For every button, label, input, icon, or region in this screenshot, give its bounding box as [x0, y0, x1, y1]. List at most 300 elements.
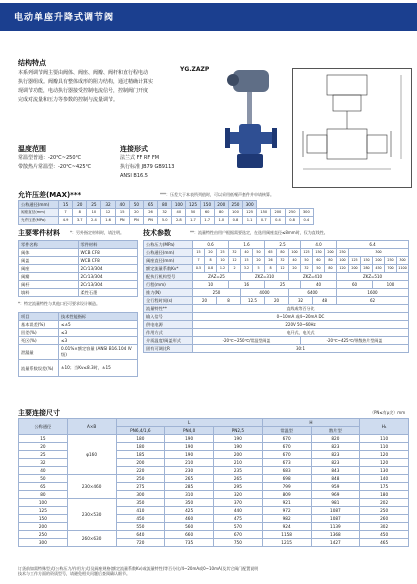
cell: 0.7 [257, 217, 271, 225]
cell: 1.6 [101, 217, 115, 225]
cell: 20 [265, 297, 289, 305]
cell: 50 [19, 475, 68, 483]
cell: 150 [19, 515, 68, 523]
cell: 683 [262, 467, 311, 475]
cell: 425 [165, 507, 214, 515]
cell: 30:1 [193, 345, 409, 353]
cell: 25 [217, 249, 229, 257]
conn-line: 法兰式 FF RF FM [120, 155, 160, 161]
cell: 310 [165, 491, 214, 499]
cell: -20℃~250℃/常温型阀盖 [193, 337, 301, 345]
tech-row [144, 281, 409, 289]
cell: 7 [59, 209, 73, 217]
cell: 25 [87, 201, 101, 209]
cell: 26 [143, 209, 157, 217]
cell: 20 [289, 265, 301, 273]
cell: 460 [165, 515, 214, 523]
dims-heading: 主要连接尺寸 [18, 409, 60, 417]
cell: 80 [19, 491, 68, 499]
cell: 8 [217, 297, 241, 305]
footer-line: 订货前如需特殊型式(公称压力/作用方式)及阀座规格(额定流量系数Kv)或流量特性(等百分比/4~20mA或0~10mA)及其它阀门配置说明 [18, 566, 259, 571]
cell: 982 [262, 515, 311, 523]
dims-row [19, 435, 409, 443]
cell: 2.8 [172, 217, 186, 225]
cell: 1087 [311, 507, 360, 515]
cell: 20 [193, 297, 217, 305]
cell: 200 [373, 257, 385, 265]
cell: 150 [200, 201, 214, 209]
materials-header-row [19, 241, 138, 249]
cell: 公称通径 [19, 419, 68, 435]
perf-row [19, 337, 138, 345]
cell: 1087 [311, 515, 360, 523]
cell: 电开式、电关式 [193, 329, 409, 337]
cell: 48 [313, 297, 337, 305]
cell: 190 [165, 435, 214, 443]
cell: 265 [214, 475, 263, 483]
cell: 8 [73, 209, 87, 217]
tech-row [144, 249, 409, 257]
dims-header-row [19, 419, 409, 427]
cell: 280 [361, 265, 373, 273]
cell: 12.5 [241, 297, 265, 305]
cell: 200 [271, 209, 285, 217]
cell: 180 [116, 435, 165, 443]
cell: 450 [116, 515, 165, 523]
cell: 140 [360, 475, 409, 483]
cell: 5 [253, 265, 265, 273]
cell: 0.01%×额定容量 (ANSI B16.104 IV级) [59, 345, 138, 360]
materials-subnote: *：另外指定材料时，请注明。 [70, 230, 124, 235]
cell: 809 [262, 491, 311, 499]
tech-row-label: 流量特性** [144, 305, 193, 313]
tech-row-label: 阀座直径(mm) [144, 257, 193, 265]
temp-heading: 温度范围 [18, 145, 46, 153]
cell: 20 [73, 201, 87, 209]
material-row [19, 257, 138, 265]
cell: 60 [337, 281, 373, 289]
cell: 80 [158, 201, 172, 209]
cell: 15 [19, 435, 68, 443]
cell: 0.8 [205, 265, 217, 273]
conn-text [120, 154, 174, 181]
cell: 275 [116, 483, 165, 491]
cell: 210 [165, 459, 214, 467]
cell: 110 [360, 435, 409, 443]
cell: ZKZ=410 [289, 273, 337, 281]
tech-note: **：流量特性由用户根据需要选定，在选用阀座直径≤8mm时，仅为直线性。 [190, 230, 328, 235]
cell: 823 [311, 451, 360, 459]
cell: 2Cr13/304 [78, 281, 138, 289]
tech-row [144, 345, 409, 353]
tech-row-label: 推力(N) [144, 289, 193, 297]
perf-row [19, 345, 138, 360]
cell: 823 [311, 459, 360, 467]
cell: 柔性石墨 [78, 289, 138, 297]
structure-heading: 结构特点 [18, 59, 46, 67]
structure-line: 现调节功能，电动执行器接受控制电流信号，控制阀门开度 [18, 88, 149, 94]
cell: 技术性能指标 [59, 313, 138, 321]
cell: 300 [116, 491, 165, 499]
cell: 公称通径(mm) [19, 201, 59, 209]
cell: 阀座直径(mm) [19, 209, 59, 217]
cell: 200 [349, 265, 361, 273]
tech-row-label: 介质温度/阀盖形式 [144, 337, 193, 345]
tech-row-label: 配执行机构型号 [144, 273, 193, 281]
tech-row-label: 公称通径(mm) [144, 249, 193, 257]
cell: 673 [262, 459, 311, 467]
footer-note [18, 566, 258, 576]
dims-row [19, 499, 409, 507]
cell: 2Cr13/304 [78, 273, 138, 281]
cell: 150 [361, 257, 373, 265]
cell: 40 [19, 467, 68, 475]
cell: 210 [214, 459, 263, 467]
cell: ≤3 [59, 337, 138, 345]
temp-line: 带散热片常温型：-20℃~425℃ [18, 164, 92, 170]
tech-row-label: 作用方式 [144, 329, 193, 337]
cell: 660 [165, 531, 214, 539]
cell: 350 [116, 499, 165, 507]
cell: 465 [360, 539, 409, 547]
conn-line: ANSI B16.5 [120, 173, 148, 179]
cell: 125 [349, 257, 361, 265]
cell: 12 [101, 209, 115, 217]
cell: 1427 [311, 539, 360, 547]
materials-heading: 主要零件材料 [18, 229, 60, 237]
cell: ZKZ=310 [241, 273, 289, 281]
structure-line: 本系列调节阀主要由阀体、阀座、阀瓣、阀杆和直行程电动 [18, 70, 149, 76]
cell: 100 [373, 281, 409, 289]
cell: 8 [265, 265, 277, 273]
conn-heading: 连接形式 [120, 145, 148, 153]
material-row [19, 249, 138, 257]
cell: 直线或等百分比 [193, 305, 409, 313]
cell: 570 [214, 523, 263, 531]
cell: 300 [349, 249, 409, 257]
conn-line: 执行标准 JB79 GB9113 [120, 164, 175, 170]
cell: PN4,0 [165, 427, 214, 435]
tech-row-label: 行程(mm) [144, 281, 193, 289]
materials-footnote: *：特定流量特性与其他口径可要求设计制造。 [18, 301, 100, 306]
cell: 40 [301, 281, 337, 289]
cell: ≤±5 [59, 321, 138, 329]
cell: 250 [193, 289, 241, 297]
cell: PN [115, 217, 129, 225]
cell: 65 [19, 483, 68, 491]
cell: 零件材料 [78, 241, 138, 249]
cell: 阀盖 [19, 257, 79, 265]
cell: 阀杆 [19, 281, 79, 289]
cell: 2Cr13/304 [78, 265, 138, 273]
material-row [19, 265, 138, 273]
tech-table [143, 240, 409, 353]
cell: 475 [214, 515, 263, 523]
cell: 180 [360, 491, 409, 499]
cell: 125 [243, 209, 257, 217]
cell: 848 [311, 475, 360, 483]
cell: 6400 [289, 289, 337, 297]
pressure-table [18, 200, 314, 225]
cell: 550 [116, 523, 165, 531]
cell: 0.8 [228, 217, 242, 225]
pressure-note: ***：压差大于本表所列值时，可以采用低噪声套件并申请核算。 [160, 192, 274, 197]
tech-row [144, 321, 409, 329]
pressure-heading: 允许压差(MAX)*** [18, 191, 82, 199]
cell: 零件名称 [19, 241, 79, 249]
cell: 190 [165, 451, 214, 459]
cell: 5.0 [158, 217, 172, 225]
cell: 15 [115, 209, 129, 217]
cell: 32 [101, 201, 115, 209]
tech-row [144, 257, 409, 265]
cell: 640 [116, 531, 165, 539]
cell: 1.6 [229, 241, 265, 249]
cell: 项目 [19, 313, 59, 321]
cell: 40 [241, 249, 253, 257]
cell: 250 [285, 209, 299, 217]
cell: 190 [214, 443, 263, 451]
cell: WCB CF8 [78, 257, 138, 265]
cell: 230×460 [67, 475, 116, 499]
cell: 190 [214, 435, 263, 443]
cell: 1.1 [243, 217, 257, 225]
tech-row [144, 273, 409, 281]
tech-row [144, 305, 409, 313]
cell: 50 [313, 265, 325, 273]
cell: 32 [277, 257, 289, 265]
cell: 981 [311, 499, 360, 507]
cell: 300 [243, 201, 257, 209]
materials-table [18, 240, 138, 297]
cell: 8 [205, 257, 217, 265]
cell: 670 [214, 531, 263, 539]
temp-text [18, 154, 91, 172]
cell: 450 [360, 531, 409, 539]
cell: 1.7 [186, 217, 200, 225]
tech-row-label: 全行程时间(s) [144, 297, 193, 305]
cell: 20 [129, 209, 143, 217]
pressure-row [19, 217, 314, 225]
cell: 843 [311, 467, 360, 475]
cell: 440 [214, 507, 263, 515]
cell: 150 [257, 209, 271, 217]
cell: 670 [262, 443, 311, 451]
cell: 15 [193, 249, 205, 257]
cell: 3.2 [241, 265, 253, 273]
tech-row [144, 337, 409, 345]
cell: 2.5 [265, 241, 301, 249]
cell: 202 [360, 499, 409, 507]
cell: 80 [325, 265, 337, 273]
structure-text [18, 69, 153, 105]
cell: 阀瓣 [19, 273, 79, 281]
drawing-svg [293, 69, 411, 187]
tech-row-label: 输入信号 [144, 313, 193, 321]
cell: 流量系数误差(%) [19, 360, 59, 377]
tech-row [144, 265, 409, 273]
cell: 190 [165, 443, 214, 451]
perf-row [19, 321, 138, 329]
tech-row [144, 313, 409, 321]
cell: 250 [385, 257, 397, 265]
cell: 670 [262, 435, 311, 443]
cell: 1600 [337, 289, 409, 297]
dims-row [19, 531, 409, 539]
cell: 4000 [241, 289, 289, 297]
cell: 32 [301, 265, 313, 273]
cell: 65 [265, 249, 277, 257]
cell: 20 [205, 249, 217, 257]
cell: PN [143, 217, 157, 225]
cell: 50 [129, 201, 143, 209]
cell: 1139 [311, 523, 360, 531]
cell: 50 [301, 257, 313, 265]
cell: 32 [158, 209, 172, 217]
cell: 16 [229, 281, 265, 289]
cell: 230×530 [67, 499, 116, 531]
cell: 填料 [19, 289, 79, 297]
cell: 370 [214, 499, 263, 507]
cell: 1.0 [214, 217, 228, 225]
cell: 基本误差(%) [19, 321, 59, 329]
cell: 1215 [262, 539, 311, 547]
perf-header-row [19, 313, 138, 321]
cell: 265 [165, 475, 214, 483]
cell: 100 [19, 499, 68, 507]
cell: 100 [289, 249, 301, 257]
cell: 7 [193, 257, 205, 265]
cell: 150 [313, 249, 325, 257]
cell: 32 [229, 249, 241, 257]
cell: 60 [313, 257, 325, 265]
cell: 720 [116, 539, 165, 547]
cell: H [262, 419, 360, 427]
cell: 200 [325, 249, 337, 257]
cell: 235 [214, 467, 263, 475]
cell: 80 [277, 249, 289, 257]
perf-row [19, 329, 138, 337]
cell: 10 [217, 257, 229, 265]
cell: 4.9 [59, 217, 73, 225]
cell: 65 [143, 201, 157, 209]
cell: 450 [373, 265, 385, 273]
footer-line: 技术与工作方面的资质型号，请避免相关问题后查阅确认细节。 [18, 571, 130, 576]
cell: 200 [214, 201, 228, 209]
cell: ≤3 [59, 329, 138, 337]
structure-line: 执行器组成。阀瓣具有整体成形的阻力结构，通过精确计算实 [18, 79, 154, 85]
cell: 2.4 [87, 217, 101, 225]
cell: 110 [360, 443, 409, 451]
cell: 12 [229, 257, 241, 265]
cell: 823 [311, 443, 360, 451]
cell: 295 [214, 483, 263, 491]
cell: 300 [397, 257, 409, 265]
cell: 250 [19, 531, 68, 539]
cell: A×B [67, 419, 116, 435]
cell: 924 [262, 523, 311, 531]
cell: 959 [311, 483, 360, 491]
perf-row [19, 360, 138, 377]
dims-row [19, 475, 409, 483]
tech-row [144, 329, 409, 337]
cell: 260 [360, 515, 409, 523]
material-row [19, 281, 138, 289]
cell: 12 [277, 265, 289, 273]
cell: 允许压差(MPa) [19, 217, 59, 225]
cell: 60 [200, 209, 214, 217]
cell: 0~10mA 或4~20mA DC [193, 313, 409, 321]
cell: 10 [193, 281, 229, 289]
cell: ZAZ=25 [193, 273, 241, 281]
cell: 120 [360, 451, 409, 459]
cell: 20 [19, 443, 68, 451]
cell: 560 [165, 523, 214, 531]
cell: 410 [116, 507, 165, 515]
cell: 0.4 [271, 217, 285, 225]
cell: L [116, 419, 262, 427]
cell: 250 [116, 475, 165, 483]
cell: 3.7 [73, 217, 87, 225]
cell: 125 [301, 249, 313, 257]
cell: 250 [337, 249, 349, 257]
dimension-drawing [292, 68, 412, 188]
cell: 969 [311, 491, 360, 499]
cell: 120 [337, 265, 349, 273]
tech-row [144, 297, 409, 305]
tech-row [144, 289, 409, 297]
material-row [19, 273, 138, 281]
cell: 40 [289, 257, 301, 265]
model-label: YG.ZAZP [180, 66, 210, 73]
cell: 302 [360, 523, 409, 531]
cell: WCB CF8 [78, 249, 138, 257]
cell: 阀体 [19, 249, 79, 257]
cell: 200 [19, 523, 68, 531]
cell: 100 [228, 209, 242, 217]
cell: 26 [265, 257, 277, 265]
cell: 698 [262, 475, 311, 483]
cell: 20 [253, 257, 265, 265]
cell: 死区(%) [19, 337, 59, 345]
cell: 50 [186, 209, 200, 217]
cell: 670 [262, 451, 311, 459]
cell: ZKZ=510 [337, 273, 409, 281]
pressure-row [19, 209, 314, 217]
cell: 40 [115, 201, 129, 209]
performance-table [18, 312, 138, 377]
structure-line: 完成对流量和压力等参数的控制与流量调节。 [18, 97, 119, 103]
cell: 100 [172, 201, 186, 209]
cell: 1368 [311, 531, 360, 539]
cell: 125 [19, 507, 68, 515]
cell: 125 [186, 201, 200, 209]
cell: 泄漏量 [19, 345, 59, 360]
cell: PN6,4/1,6 [116, 427, 165, 435]
tech-heading: 技术参数 [143, 229, 171, 237]
cell: 100 [337, 257, 349, 265]
cell: 32 [19, 459, 68, 467]
cell: 921 [262, 499, 311, 507]
cell: 750 [214, 539, 263, 547]
cell: 350 [165, 499, 214, 507]
cell: 185 [116, 451, 165, 459]
cell: 回差(%) [19, 329, 59, 337]
cell: 320 [214, 491, 263, 499]
cell: 阀座 [19, 265, 79, 273]
cell: 175 [360, 483, 409, 491]
cell: 700 [385, 265, 397, 273]
